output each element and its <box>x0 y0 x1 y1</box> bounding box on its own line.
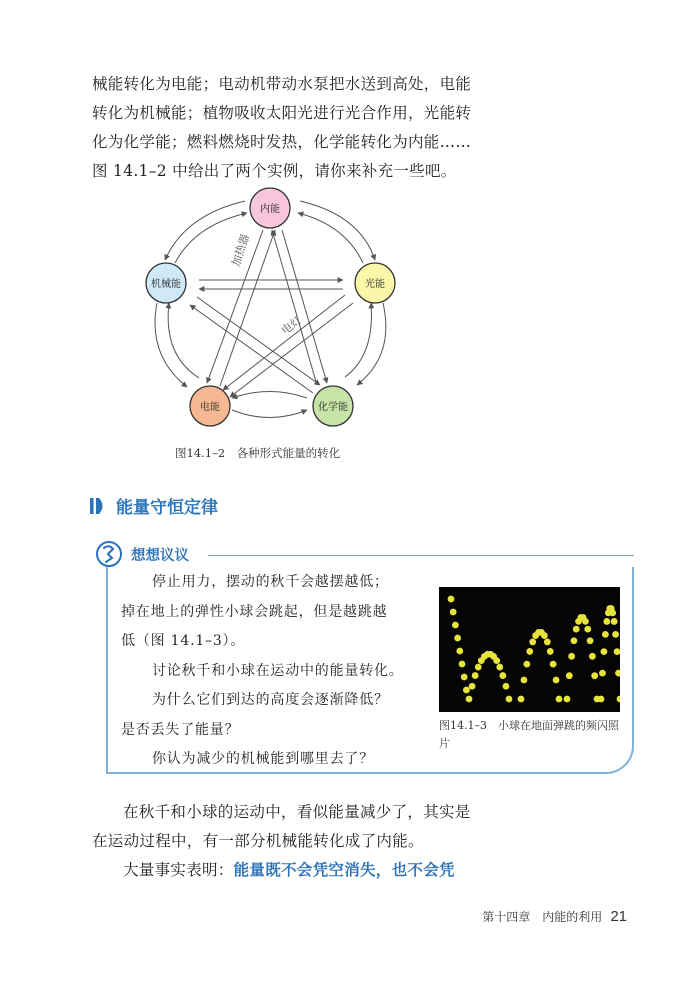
ball-image <box>601 648 608 655</box>
ball-image <box>603 618 610 625</box>
node-mechanical-label: 机械能 <box>151 279 181 290</box>
ball-image <box>493 657 500 664</box>
ball-image <box>582 618 589 625</box>
ball-image <box>529 639 536 646</box>
arc-elec-to-chem <box>232 410 307 418</box>
ball-image <box>463 687 470 694</box>
energy-conversion-diagram <box>135 185 415 430</box>
ball-image <box>469 683 476 690</box>
ball-image <box>472 672 479 679</box>
ball-image <box>450 609 457 616</box>
ball-image <box>598 696 605 703</box>
fact-emphasis: 能量既不会凭空消失，也不会凭 <box>233 861 455 879</box>
ball-image <box>454 635 461 642</box>
section-heading <box>90 493 218 518</box>
ball-image <box>459 661 466 668</box>
ball-image <box>609 609 616 616</box>
node-chemical-energy <box>313 386 353 426</box>
heater-label: 加热器 <box>229 232 253 268</box>
conclusion-line: 在运动过程中，有一部分机械能转化成了内能。 <box>92 832 424 850</box>
think-discuss-title: 想想议议 <box>131 547 189 564</box>
ball-image <box>523 661 530 668</box>
think-discuss-text <box>121 568 427 775</box>
ball-image <box>571 637 578 644</box>
ball-image <box>599 670 606 677</box>
node-light-energy <box>355 263 395 303</box>
ball-image <box>503 683 510 690</box>
section-title: 能量守恒定律 <box>116 498 218 518</box>
think-line: 为什么它们到达的高度会逐渐降低？ <box>152 692 389 708</box>
ball-image <box>612 631 619 638</box>
node-mechanical-energy <box>146 263 186 303</box>
ball-image <box>550 661 557 668</box>
ball-image <box>589 653 596 660</box>
node-chemical-label: 化学能 <box>318 402 348 413</box>
figure-caption: 图14.1–2 各种形式能量的转化 <box>175 446 341 460</box>
lamp-label: 电灯 <box>278 313 305 338</box>
ball-image <box>573 626 580 633</box>
node-internal-energy <box>250 188 290 228</box>
think-line: 低（图 14.1–3）。 <box>121 633 246 649</box>
conclusion-line: 在秋千和小球的运动中，看似能量减少了，其实是 <box>123 803 471 821</box>
intro-line: 图 14.1–2 中给出了两个实例，请你来补充一些吧。 <box>92 162 457 180</box>
ball-image <box>461 674 468 681</box>
ball-image <box>541 632 548 639</box>
ball-image <box>499 672 506 679</box>
ball-image <box>611 618 618 625</box>
photo-caption: 图14.1–3 小球在地面弹跳的频闪照片 <box>439 719 619 750</box>
think-line: 掉在地上的弹性小球会跳起，但是越跳越 <box>121 603 388 620</box>
ball-image <box>568 653 575 660</box>
ball-image <box>521 677 528 684</box>
think-line: 停止用力，摆动的秋千会越摆越低； <box>152 574 389 590</box>
node-light-label: 光能 <box>365 279 385 290</box>
think-header-rule <box>208 555 634 556</box>
ball-image <box>556 696 563 703</box>
footer-chapter: 第十四章 内能的利用 <box>482 910 603 924</box>
ball-image <box>566 672 573 679</box>
ball-image <box>448 596 455 603</box>
think-discuss-header <box>95 540 189 568</box>
node-electric-energy <box>190 386 230 426</box>
ball-image <box>506 696 513 703</box>
conclusion-paragraph <box>92 798 522 885</box>
ball-image <box>584 626 591 633</box>
ball-image <box>553 677 560 684</box>
ball-image <box>526 648 533 655</box>
ball-image <box>544 639 551 646</box>
page-number: 21 <box>610 908 627 925</box>
fact-lead: 大量事实表明： <box>123 861 234 879</box>
ball-image <box>496 664 503 671</box>
node-internal-label: 内能 <box>260 204 280 215</box>
fact-line <box>92 856 522 885</box>
ball-image <box>518 696 525 703</box>
ball-image <box>456 648 463 655</box>
ball-image <box>591 672 598 679</box>
ball-image <box>466 696 473 703</box>
bouncing-ball-photo <box>439 587 620 712</box>
ball-image <box>587 637 594 644</box>
ball-image <box>475 664 482 671</box>
ball-image <box>547 648 554 655</box>
intro-line: 械能转化为电能；电动机带动水泵把水送到高处，电能 <box>92 75 472 93</box>
think-discuss-icon <box>95 540 123 568</box>
intro-line: 转化为机械能；植物吸收太阳光进行光合作用，光能转 <box>92 104 472 122</box>
think-line: 讨论秋千和小球在运动中的能量转化。 <box>152 662 404 679</box>
arc-mech-to-elec <box>155 303 187 387</box>
intro-line: 化为化学能；燃料燃烧时发热，化学能转化为内能…… <box>92 133 472 151</box>
ball-image <box>564 696 571 703</box>
intro-paragraph <box>92 70 512 186</box>
page-footer <box>482 908 627 925</box>
ball-image <box>452 622 459 629</box>
section-marker-icon <box>90 497 106 515</box>
ball-image <box>602 631 609 638</box>
think-line: 是否丢失了能量？ <box>121 721 240 738</box>
arc-internal-to-light <box>300 201 375 260</box>
node-electric-label: 电能 <box>200 402 220 413</box>
think-line: 你认为减少的机械能到哪里去了？ <box>152 751 374 767</box>
